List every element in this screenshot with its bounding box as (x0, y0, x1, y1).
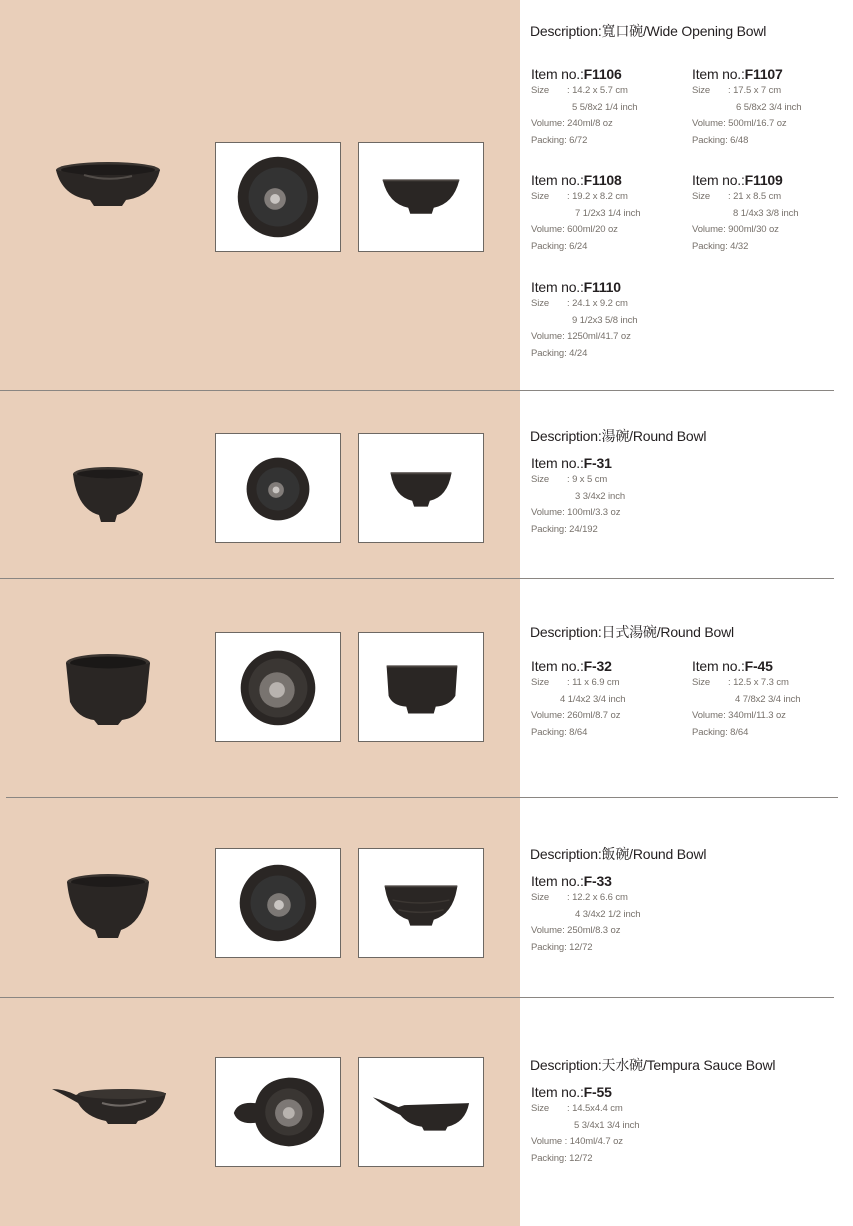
item-number: Item no.:F-45 (692, 658, 773, 674)
bowl-photo-top-view (215, 1057, 341, 1167)
bowl-photo-profile (358, 632, 484, 742)
item-volume: Volume: 240ml/8 oz (531, 118, 613, 130)
item-packing: Packing: 4/32 (692, 241, 749, 253)
description-chinese: 天水碗 (601, 1058, 643, 1074)
item-packing: Packing: 24/192 (531, 524, 598, 536)
item-size: Size : 12.5 x 7.3 cm (692, 677, 789, 688)
description-label: Description: (530, 23, 602, 39)
item-number: Item no.:F-31 (531, 455, 612, 471)
item-size: Size : 17.5 x 7 cm (692, 85, 782, 96)
item-size-inch: 9 1/2x3 5/8 inch (572, 314, 638, 326)
product-item-f1109 (692, 172, 852, 256)
item-volume: Volume: 600ml/20 oz (531, 224, 618, 236)
bowl-photo-side (64, 652, 152, 726)
item-packing: Packing: 4/24 (531, 348, 588, 360)
item-number: Item no.:F1109 (692, 172, 783, 188)
item-volume: Volume: 340ml/11.3 oz (692, 710, 786, 722)
product-item-f-32 (531, 658, 691, 742)
description-label: Description: (530, 846, 602, 862)
description-label: Description: (530, 1057, 602, 1073)
item-packing: Packing: 12/72 (531, 942, 593, 954)
bowl-photo-profile (358, 1057, 484, 1167)
item-packing: Packing: 12/72 (531, 1153, 593, 1165)
item-packing: Packing: 8/64 (692, 727, 749, 739)
section-divider (0, 997, 834, 998)
item-size: Size : 11 x 6.9 cm (531, 677, 620, 688)
product-item-f-31 (531, 455, 691, 539)
item-size-inch: 8 1/4x3 3/8 inch (733, 207, 799, 219)
item-size-inch: 4 1/4x2 3/4 inch (560, 693, 626, 705)
bowl-photo-profile (358, 142, 484, 252)
item-number: Item no.:F1106 (531, 66, 622, 82)
item-number: Item no.:F1107 (692, 66, 783, 82)
description-english: /Round Bowl (629, 428, 707, 444)
product-item-f1107 (692, 66, 852, 150)
item-size-inch: 5 5/8x2 1/4 inch (572, 101, 638, 113)
section-description (530, 1055, 775, 1075)
section-divider (6, 797, 838, 798)
description-english: /Tempura Sauce Bowl (642, 1057, 776, 1073)
section-divider (0, 578, 834, 579)
product-item-f-55 (531, 1084, 691, 1168)
product-item-f-45 (692, 658, 852, 742)
item-size: Size : 21 x 8.5 cm (692, 191, 782, 202)
item-volume: Volume : 140ml/4.7 oz (531, 1136, 623, 1148)
item-packing: Packing: 8/64 (531, 727, 588, 739)
item-size-inch: 4 3/4x2 1/2 inch (575, 908, 641, 920)
item-size-inch: 4 7/8x2 3/4 inch (735, 693, 801, 705)
item-size: Size : 12.2 x 6.6 cm (531, 892, 628, 903)
description-chinese: 飯碗 (601, 847, 630, 863)
description-label: Description: (530, 624, 602, 640)
bowl-photo-top-view (215, 142, 341, 252)
item-number: Item no.:F1110 (531, 279, 621, 295)
bowl-photo-top-view (215, 848, 341, 958)
item-number: Item no.:F-55 (531, 1084, 612, 1100)
description-chinese: 日式湯碗 (601, 625, 657, 641)
bowl-photo-top-view (215, 632, 341, 742)
section-divider (0, 390, 834, 391)
product-item-f1110 (531, 279, 691, 363)
item-packing: Packing: 6/24 (531, 241, 588, 253)
description-chinese: 寬口碗 (601, 24, 643, 40)
item-volume: Volume: 500ml/16.7 oz (692, 118, 787, 130)
item-volume: Volume: 900ml/30 oz (692, 224, 779, 236)
item-packing: Packing: 6/48 (692, 135, 749, 147)
item-packing: Packing: 6/72 (531, 135, 588, 147)
bowl-photo-top-view (215, 433, 341, 543)
bowl-photo-side (71, 465, 145, 525)
item-volume: Volume: 100ml/3.3 oz (531, 507, 621, 519)
description-chinese: 湯碗 (601, 429, 630, 445)
item-volume: Volume: 1250ml/41.7 oz (531, 331, 631, 343)
description-english: /Round Bowl (629, 846, 707, 862)
item-number: Item no.:F-33 (531, 873, 612, 889)
bowl-photo-side (50, 1083, 168, 1125)
item-size-inch: 3 3/4x2 inch (575, 490, 626, 502)
product-item-f-33 (531, 873, 691, 957)
section-description (530, 21, 766, 41)
product-item-f1106 (531, 66, 691, 150)
bowl-photo-profile (358, 848, 484, 958)
item-size: Size : 19.2 x 8.2 cm (531, 191, 628, 202)
item-size: Size : 9 x 5 cm (531, 474, 608, 485)
product-item-f1108 (531, 172, 691, 256)
item-size: Size : 24.1 x 9.2 cm (531, 298, 628, 309)
bowl-photo-profile (358, 433, 484, 543)
item-size: Size : 14.2 x 5.7 cm (531, 85, 628, 96)
item-number: Item no.:F-32 (531, 658, 612, 674)
description-english: /Round Bowl (656, 624, 734, 640)
section-description (530, 622, 734, 642)
item-size-inch: 7 1/2x3 1/4 inch (575, 207, 641, 219)
item-size-inch: 5 3/4x1 3/4 inch (574, 1119, 640, 1131)
bowl-photo-side (65, 872, 151, 940)
item-volume: Volume: 260ml/8.7 oz (531, 710, 621, 722)
description-label: Description: (530, 428, 602, 444)
section-description (530, 426, 706, 446)
item-size-inch: 6 5/8x2 3/4 inch (736, 101, 802, 113)
description-english: /Wide Opening Bowl (642, 23, 767, 39)
item-volume: Volume: 250ml/8.3 oz (531, 925, 621, 937)
section-description (530, 844, 706, 864)
item-size: Size : 14.5x4.4 cm (531, 1103, 623, 1114)
item-number: Item no.:F1108 (531, 172, 622, 188)
bowl-photo-side (54, 160, 162, 208)
